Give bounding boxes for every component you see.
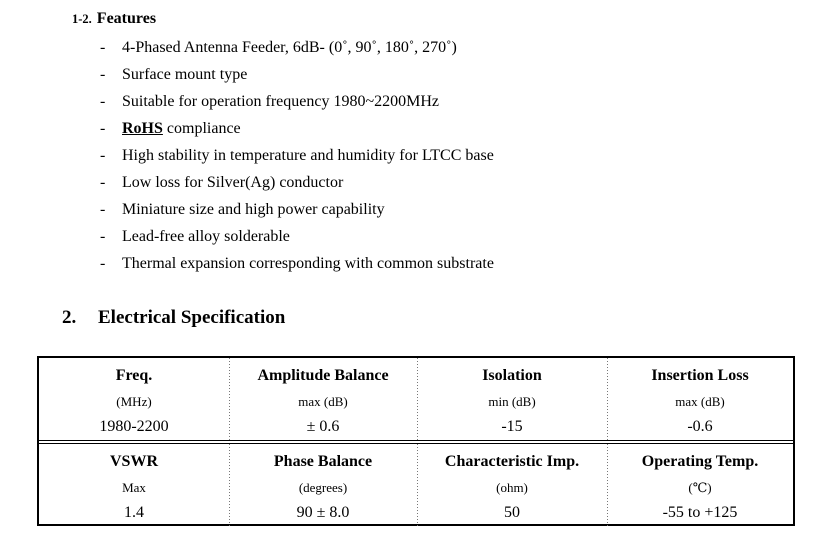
spec-label: Operating Temp. [641, 453, 759, 470]
feature-text: Surface mount type [122, 66, 248, 83]
spec-unit: max (dB) [298, 394, 348, 409]
feature-rohs-emphasis: RoHS [122, 120, 163, 137]
spec-cell-vswr [39, 444, 229, 526]
column-divider [417, 358, 418, 440]
bullet-dash: - [100, 201, 106, 218]
bullet-dash: - [100, 120, 106, 137]
spec-value: -55 to +125 [662, 504, 738, 521]
spec-unit: Max [122, 480, 146, 495]
feature-item [100, 196, 494, 223]
feature-item [100, 61, 494, 88]
feature-text: Lead-free alloy solderable [122, 228, 290, 245]
column-divider [229, 444, 230, 526]
spec-cell-insertion-loss [607, 358, 793, 440]
bullet-dash: - [100, 39, 106, 56]
spec-row-bottom [39, 444, 793, 526]
feature-item [100, 223, 494, 250]
feature-text: compliance [162, 120, 241, 137]
feature-item [100, 250, 494, 277]
spec-cell-frequency [39, 358, 229, 440]
spec-label: VSWR [109, 453, 158, 470]
spec-label: Insertion Loss [651, 367, 749, 384]
bullet-dash: - [100, 93, 106, 110]
spec-value: 1.4 [124, 504, 144, 521]
spec-label: Freq. [115, 367, 153, 384]
bullet-dash: - [100, 66, 106, 83]
column-divider [607, 444, 608, 526]
spec-unit: (MHz) [116, 394, 152, 409]
spec-label: Amplitude Balance [257, 367, 389, 384]
spec-value: -0.6 [687, 418, 713, 435]
spec-value: 50 [504, 504, 520, 521]
spec-unit: (℃) [688, 480, 712, 495]
feature-list [100, 34, 494, 277]
column-divider [417, 444, 418, 526]
feature-text: Miniature size and high power capability [122, 201, 385, 218]
spec-value: 1980-2200 [99, 418, 169, 435]
features-heading-number: 1-2. [72, 12, 92, 26]
spec-value: 90 ± 8.0 [296, 504, 350, 521]
spec-unit: max (dB) [675, 394, 725, 409]
features-heading [72, 8, 156, 30]
feature-text: 4-Phased Antenna Feeder, 6dB- (0˚, 90˚, 180˚, 270˚) [122, 39, 457, 56]
spec-row-top [39, 358, 793, 440]
feature-text: Suitable for operation frequency 1980~2200MHz [122, 93, 440, 110]
spec-unit: (ohm) [496, 480, 528, 495]
spec-label: Characteristic Imp. [444, 453, 580, 470]
spec-unit: (degrees) [298, 480, 348, 495]
bullet-dash: - [100, 228, 106, 245]
spec-cell-isolation [417, 358, 607, 440]
spec-cell-characteristic-impedance [417, 444, 607, 526]
spec-cell-operating-temperature [607, 444, 793, 526]
feature-item [100, 169, 494, 196]
feature-text: Thermal expansion corresponding with common substrate [122, 255, 494, 272]
feature-text: Low loss for Silver(Ag) conductor [122, 174, 344, 191]
bullet-dash: - [100, 147, 106, 164]
spec-value: ± 0.6 [306, 418, 340, 435]
electrical-spec-heading-number: 2. [62, 307, 77, 328]
spec-label: Isolation [482, 367, 542, 384]
feature-item [100, 34, 494, 61]
spec-label: Phase Balance [273, 453, 373, 470]
spec-value: -15 [501, 418, 523, 435]
electrical-spec-heading-title: Electrical Specification [98, 307, 286, 328]
feature-item [100, 142, 494, 169]
feature-item [100, 88, 494, 115]
spec-cell-phase-balance [229, 444, 417, 526]
bullet-dash: - [100, 174, 106, 191]
features-heading-title: Features [96, 10, 157, 27]
column-divider [607, 358, 608, 440]
feature-item [100, 115, 494, 142]
electrical-spec-table [37, 356, 795, 526]
spec-unit: min (dB) [488, 394, 536, 409]
feature-text: High stability in temperature and humidity for LTCC base [122, 147, 494, 164]
electrical-spec-heading [62, 304, 285, 332]
column-divider [229, 358, 230, 440]
spec-cell-amplitude-balance [229, 358, 417, 440]
bullet-dash: - [100, 255, 106, 272]
